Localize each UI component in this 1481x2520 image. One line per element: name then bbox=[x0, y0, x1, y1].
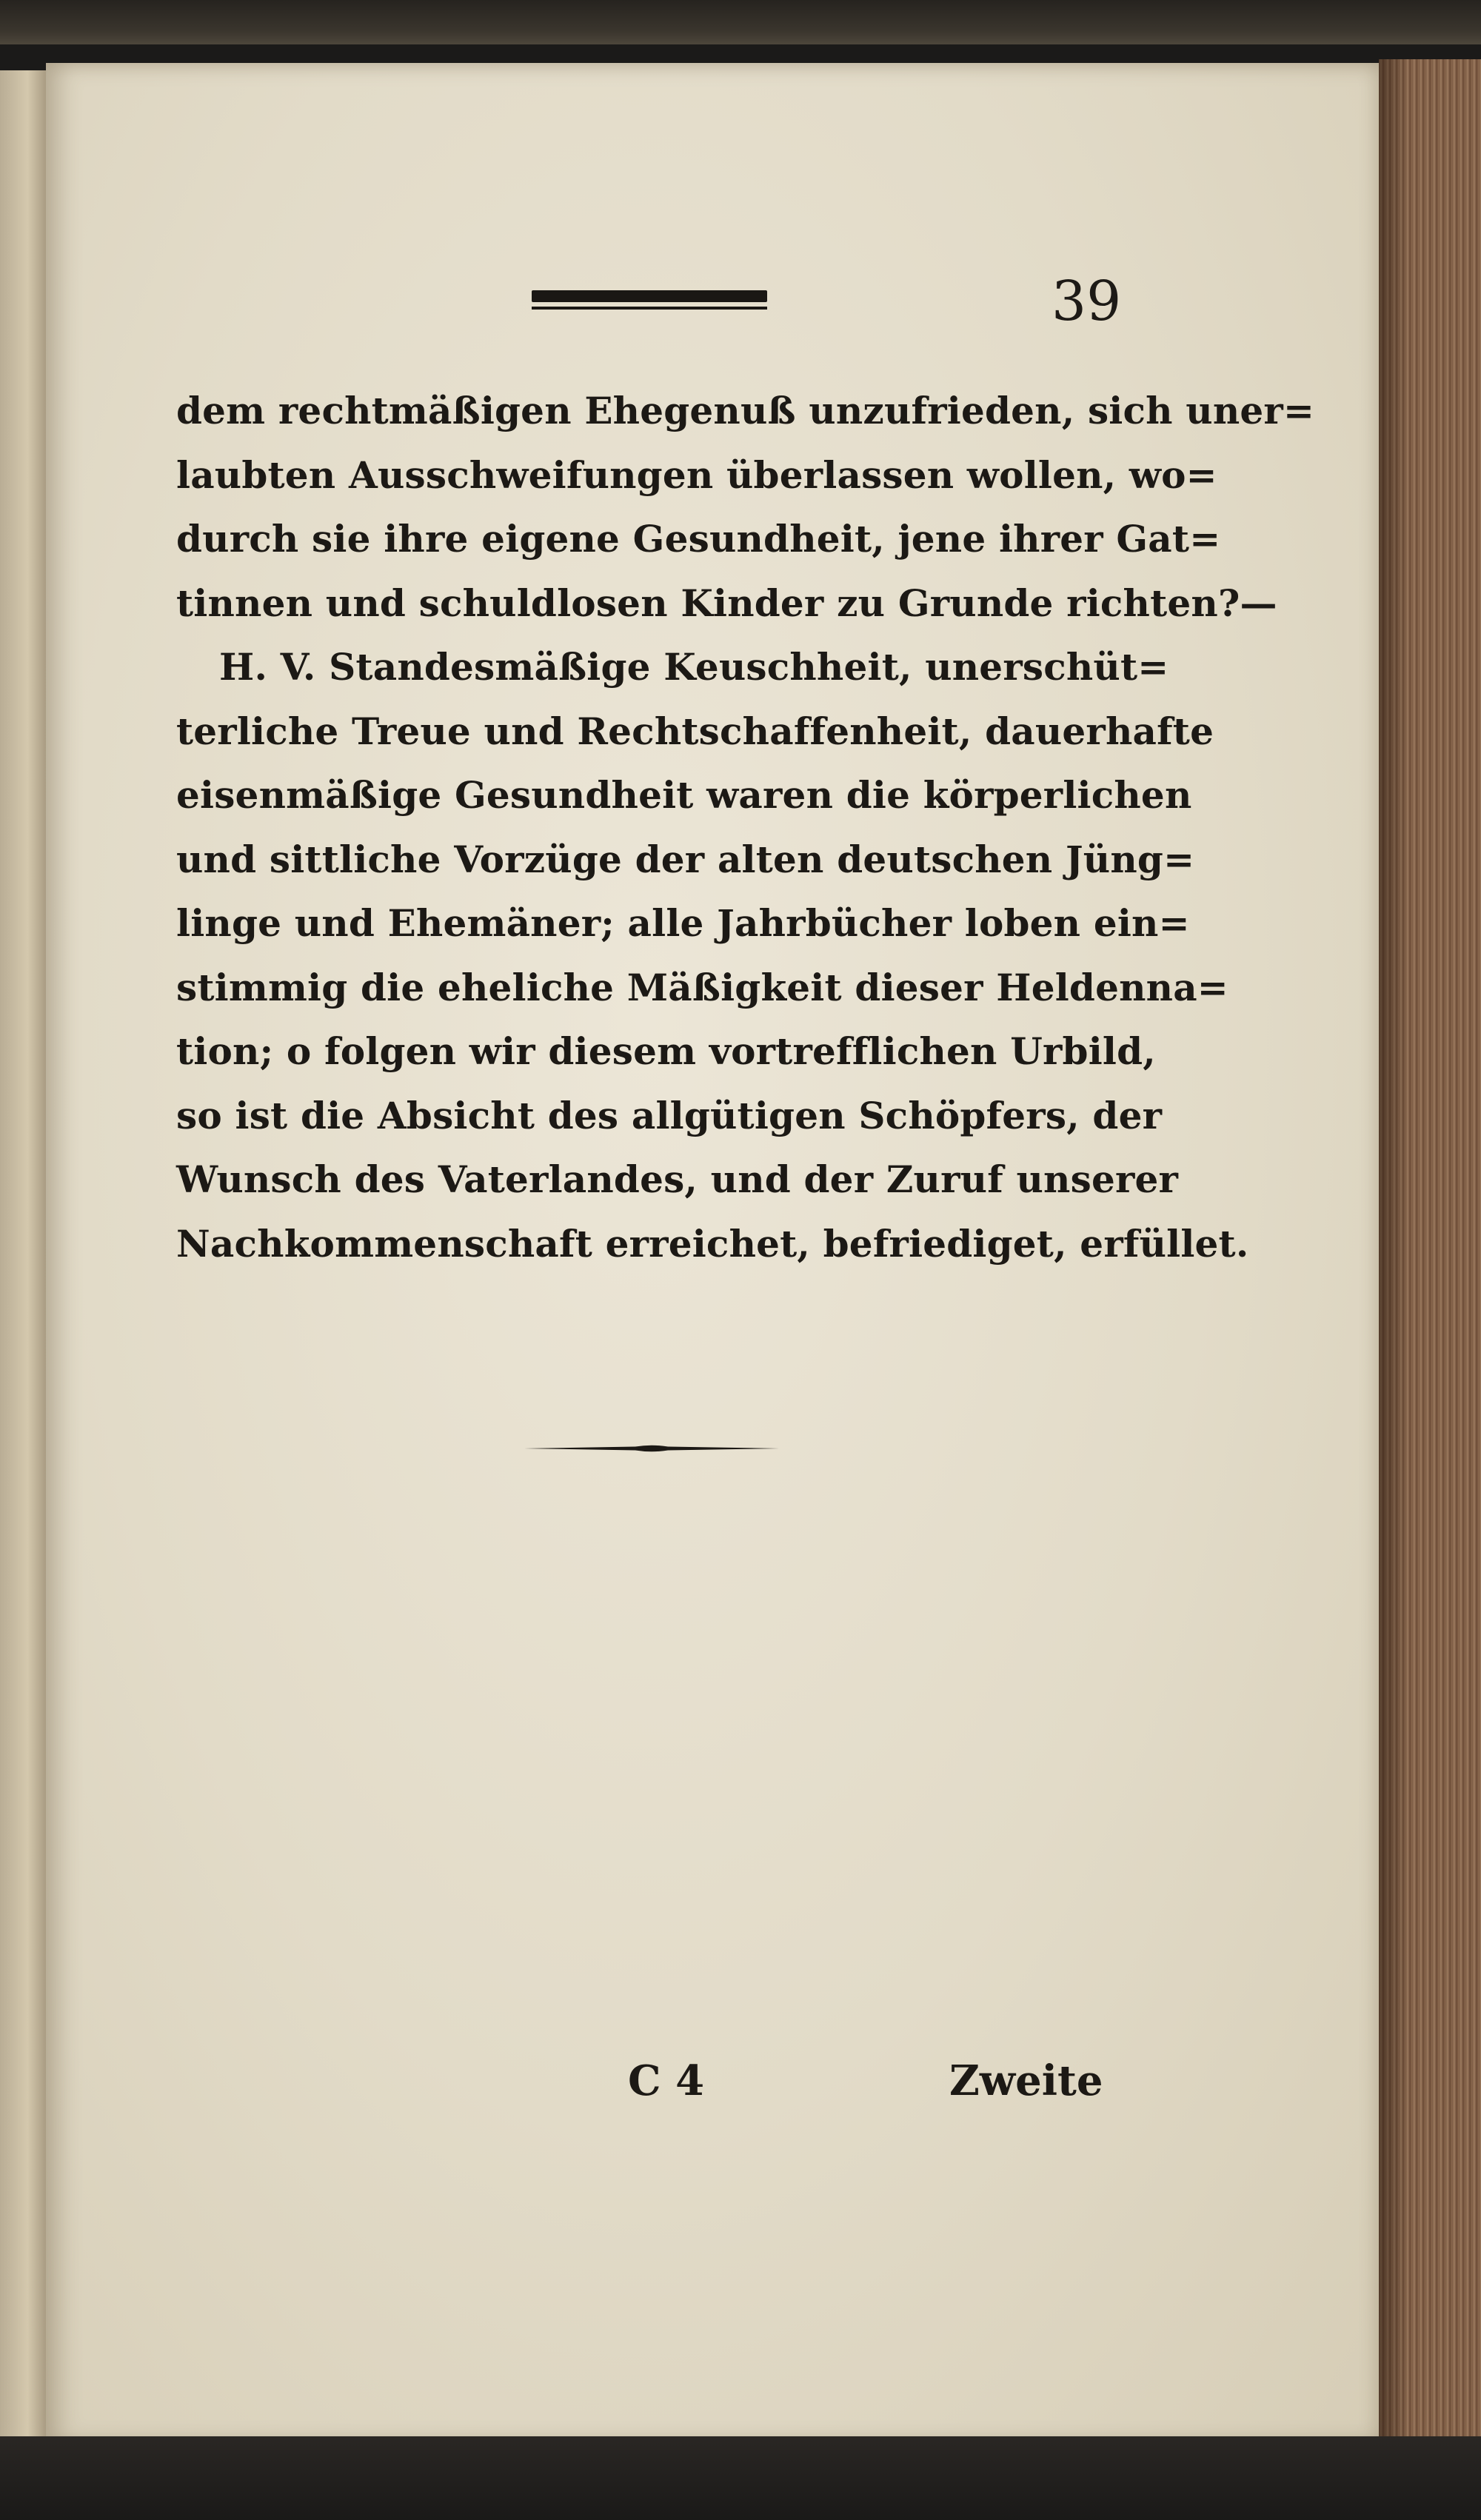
text-line: durch sie ihre eigene Gesundheit, jene ihrer Gat= bbox=[176, 517, 1221, 561]
text-line: dem rechtmäßigen Ehegenuß unzufrieden, sich uner= bbox=[176, 389, 1315, 432]
text-line: und sittliche Vorzüge der alten deutschen Jüng= bbox=[176, 837, 1195, 881]
text-line: terliche Treue und Rechtschaffenheit, dauerhafte bbox=[176, 709, 1214, 753]
page-edges-shadow bbox=[1379, 59, 1408, 2444]
text-line: tinnen und schuldlosen Kinder zu Grunde richten?— bbox=[176, 581, 1277, 625]
page-number: 39 bbox=[1052, 270, 1122, 333]
text-line: laubten Ausschweifungen überlassen wollen, wo= bbox=[176, 452, 1217, 497]
text-line: eisenmäßige Gesundheit waren die körperlichen bbox=[176, 773, 1192, 817]
text-line: stimmig die eheliche Mäßigkeit dieser Heldenna= bbox=[176, 965, 1228, 1009]
signature-mark: C 4 bbox=[628, 2056, 705, 2105]
header-rule-thick bbox=[532, 290, 767, 302]
text-line: so ist die Absicht des allgütigen Schöpfers, der bbox=[176, 1093, 1163, 1137]
end-ornament-rule bbox=[524, 1441, 779, 1456]
text-line: Wunsch des Vaterlandes, und der Zuruf unserer bbox=[176, 1157, 1179, 1201]
header-rule-thin bbox=[532, 307, 767, 310]
left-facing-page-edge bbox=[0, 70, 46, 2440]
bottom-binding-shadow bbox=[0, 2436, 1481, 2520]
text-line: H. V. Standesmäßige Keuschheit, unerschüt= bbox=[219, 645, 1169, 689]
text-line: Nachkommenschaft erreichet, befriediget, erfüllet. bbox=[176, 1221, 1249, 1266]
catchword: Zweite bbox=[949, 2056, 1103, 2105]
tapered-rule-icon bbox=[524, 1441, 779, 1456]
top-binding-shadow bbox=[0, 0, 1481, 44]
text-line: tion; o folgen wir diesem vortrefflichen Urbild, bbox=[176, 1029, 1156, 1073]
text-line: linge und Ehemäner; alle Jahrbücher loben ein= bbox=[176, 901, 1190, 945]
header-rule bbox=[532, 290, 767, 313]
body-text bbox=[176, 379, 1315, 1276]
